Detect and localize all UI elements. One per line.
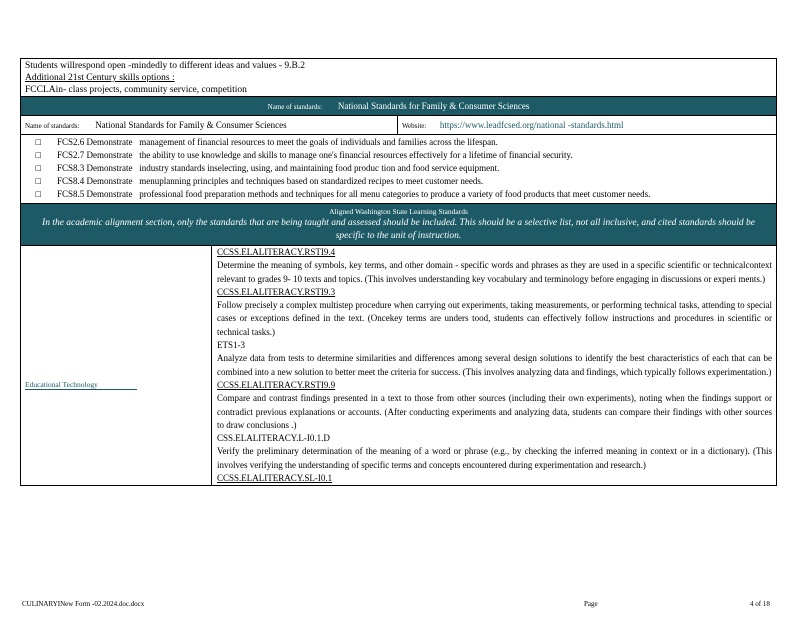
standard-code: FCS8.5 Demonstrate [57, 189, 133, 199]
standards-name-cell [21, 116, 398, 134]
standard-description: Determine the meaning of symbols, key terms, and other domain - specific words and phrases as they are used in a specific scientific or technicalcontext relevant to grades 9- 10 texts and topics. (This involves understanding key vocabulary and terminology before engaging in discussions or experi ments.) [217, 260, 772, 284]
alignment-label-cell [21, 246, 212, 485]
skills-section [21, 59, 776, 96]
standard-text: professional food preparation methods and techniques for all menu categories to produce a variety of food products that meet customer needs. [139, 189, 651, 199]
standard-code: FCS2.7 Demonstrate [57, 150, 133, 160]
standard-code: CSS.ELALITERACY.L-I0.1.D [217, 433, 330, 444]
standards-header-value: National Standards for Family & Consumer Sciences [337, 101, 530, 111]
bullet-icon: □ [35, 151, 42, 159]
standard-code: CCSS.ELALITERACY.RSTI9.9 [217, 379, 336, 390]
standard-description: Analyze data from tests to determine similarities and differences among several design solutions to identify the best characteristics of each that can be combined into a new solution to better meet the criteria for success. (This involves analyzing data and findings, which typically follows experimentation.) [217, 353, 772, 377]
list-item [35, 175, 768, 188]
standard-text: management of financial resources to meet the goals of individuals and families across the lifespan. [139, 137, 498, 147]
standard-code: ETS1-3 [217, 340, 245, 351]
standards-list [21, 134, 776, 203]
list-item [35, 188, 768, 201]
bullet-icon: □ [35, 190, 42, 198]
aligned-standards-note: In the academic alignment section, only the standards that are being taught and assessed should be included. This should be a selective list, not all inclusive, and cited standards should be specific to the unit of instruction. [42, 218, 755, 241]
list-item [35, 149, 768, 162]
bullet-icon: □ [35, 138, 42, 146]
standard-text: menuplanning principles and techniques based on standardized recipes to meet customer needs. [139, 176, 484, 186]
standard-code: CCSS.ELALITERACY.RSTI9.4 [217, 247, 336, 257]
alignment-content-cell [212, 246, 776, 485]
standard-code: CCSS.ELALITERACY.SL-I0.1 [217, 473, 333, 484]
website-cell [398, 116, 776, 134]
standards-name-row [21, 115, 776, 134]
standard-code: CCSS.ELALITERACY.RSTI9.3 [217, 286, 336, 297]
bullet-icon: □ [35, 177, 42, 185]
standard-description: Follow precisely a complex multistep procedure when carrying out experiments, taking measurements, or performing technical tasks, attending to special cases or exceptions defined in the text. (Oncekey terms are unders tood, students can effectively follow instructions and procedures in scientific or technical tasks.) [217, 300, 772, 337]
standard-code: FCS2.6 Demonstrate [57, 137, 133, 147]
educational-technology-link[interactable]: Educational Technology [25, 380, 137, 390]
bullet-icon: □ [35, 164, 42, 172]
aligned-standards-title: Aligned Washington State Learning Standards [329, 207, 468, 216]
document-table [20, 58, 777, 486]
standard-text: industry standards inselecting, using, and maintaining food produc tion and food service equipment. [139, 163, 500, 173]
standard-code: FCS8.4 Demonstrate [57, 176, 133, 186]
list-item [35, 136, 768, 149]
standard-description: Compare and contrast findings presented in a text to those from other sources (including their own experiments), noting when the findings support or contradict previous explanations or accounts. (After conducting experiments and analyzing data, students can compare their findings with other sources to draw conclusions .) [217, 393, 772, 430]
skills-line: Students willrespond open -mindedly to different ideas and values - 9.B.2 [25, 61, 306, 71]
standard-description: Verify the preliminary determination of the meaning of a word or phrase (e.g., by checking the inferred meaning in context or in a dictionary). (This involves verifying the understanding of specific terms and concepts encountered during experimentation and research.) [217, 446, 772, 470]
standard-code: FCS8.3 Demonstrate [57, 163, 133, 173]
standards-header-band [21, 96, 776, 115]
standards-header-label: Name of standards: [267, 103, 323, 111]
aligned-standards-band [21, 203, 776, 245]
standards-name-value: National Standards for Family & Consumer Sciences [95, 120, 287, 130]
website-label: Website: [402, 122, 427, 130]
fccla-line: FCCLAin- class projects, community service, competition [25, 85, 247, 95]
additional-skills-heading: Additional 21st Century skills options : [25, 73, 175, 83]
footer-filename: CULINARYINew Form -02.2024.doc.docx [22, 600, 145, 608]
standard-text: the ability to use knowledge and skills to manage one's financial resources effectively for a lifetime of financial security. [139, 150, 573, 160]
footer-page-number: 4 of 18 [750, 600, 770, 608]
standards-name-label: Name of standards: [25, 122, 80, 130]
list-item [35, 162, 768, 175]
alignment-row [21, 245, 776, 485]
footer-page-label: Page [584, 600, 598, 608]
website-link[interactable]: https://www.leadfcsed.org/national -standards.html [439, 120, 624, 130]
